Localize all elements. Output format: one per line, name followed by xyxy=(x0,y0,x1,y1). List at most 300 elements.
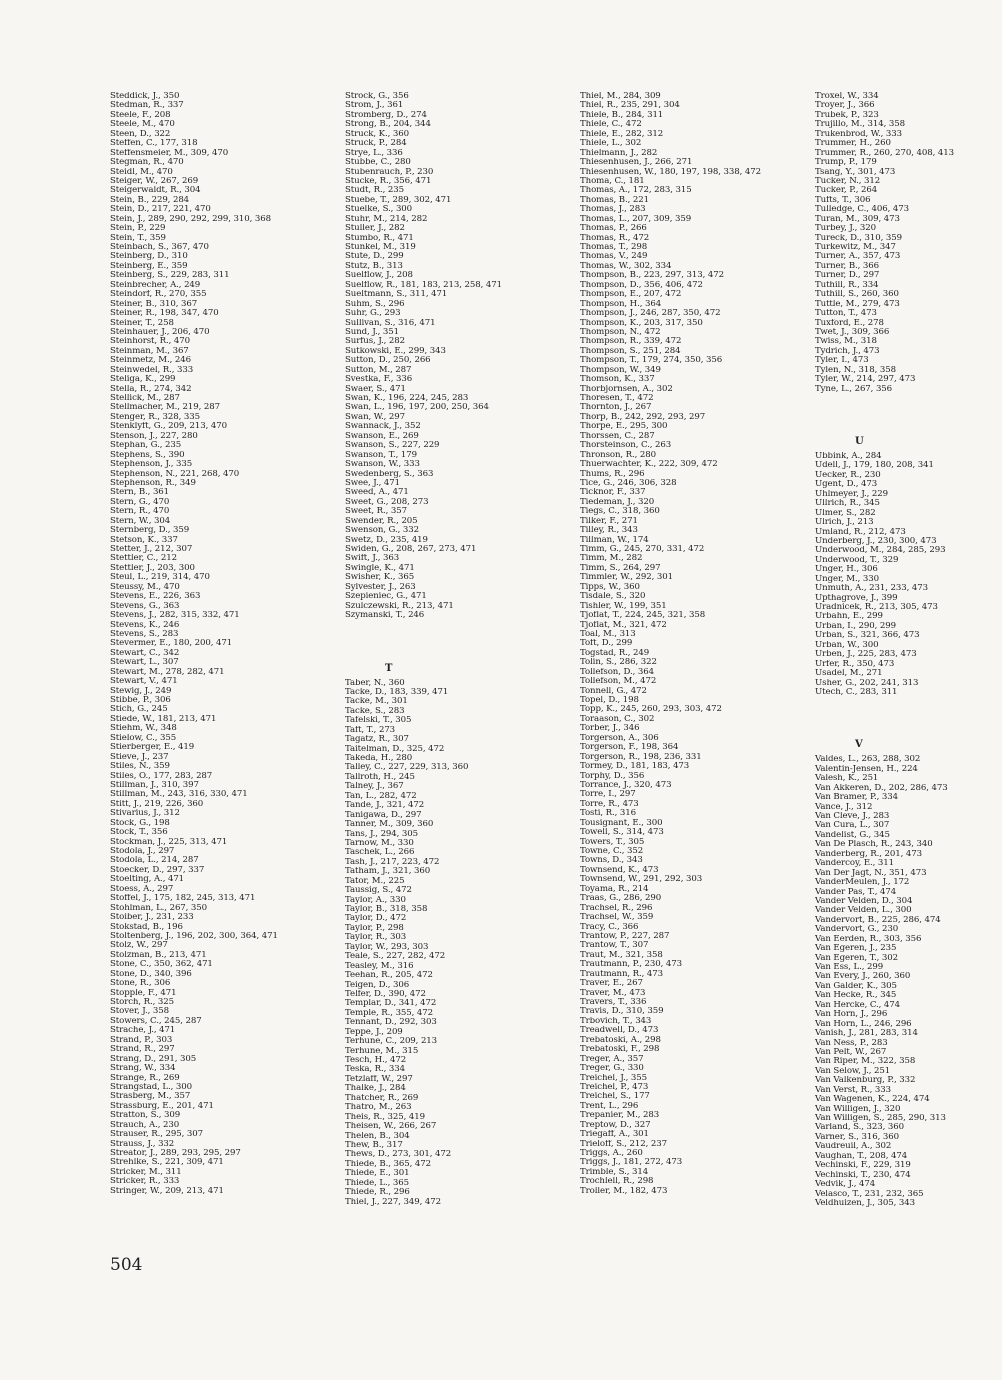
index-entry: Traver, E., 267 xyxy=(580,979,643,989)
index-entry: Stevens, K., 246 xyxy=(110,620,180,630)
index-entry: Underwood, M., 284, 285, 293 xyxy=(815,546,946,556)
index-entry: Strauser, R., 295, 307 xyxy=(110,1130,203,1140)
index-entry: Temple, R., 355, 472 xyxy=(345,1008,434,1018)
index-entry: Varland, S., 323, 360 xyxy=(815,1123,904,1133)
section-letter-heading: T xyxy=(385,662,393,674)
index-entry: Steidl, M., 470 xyxy=(110,167,173,177)
index-entry: Turkewitz, M., 347 xyxy=(815,243,896,252)
index-entry: Tjoflat, T., 224, 245, 321, 358 xyxy=(580,611,706,621)
index-entry: Tyler, I., 473 xyxy=(815,356,869,366)
index-entry: Stieve, J., 237 xyxy=(110,752,169,762)
index-entry: Tuxford, E., 278 xyxy=(815,318,884,328)
index-entry: Urfer, R., 350, 473 xyxy=(815,659,895,669)
index-entry: Trautmann, P., 230, 473 xyxy=(580,960,682,970)
index-entry: Thorsteinson, C., 263 xyxy=(580,441,672,451)
index-entry: Thatcher, R., 269 xyxy=(345,1093,419,1103)
index-entry: Talley, C., 227, 229, 313, 360 xyxy=(345,763,469,773)
index-entry: Stern, W., 304 xyxy=(110,516,171,526)
index-entry: Stitt, J., 219, 226, 360 xyxy=(110,799,204,809)
index-entry: Tutton, T., 473 xyxy=(815,309,877,319)
index-entry: Udell, J., 179, 180, 208, 341 xyxy=(815,461,934,471)
index-entry: Stevens, G., 363 xyxy=(110,601,180,611)
index-entry: Van Cura, L., 307 xyxy=(815,821,890,831)
index-entry: Tande, J., 321, 472 xyxy=(345,801,425,811)
index-entry: Thomson, K., 337 xyxy=(580,375,655,385)
index-entry: Van Valkenburg, P., 332 xyxy=(815,1076,916,1086)
index-entry: Swedenberg, S., 363 xyxy=(345,469,434,479)
index-entry: Strand, R., 297 xyxy=(110,1045,175,1055)
index-entry: Thiele, C., 472 xyxy=(580,120,642,130)
index-entry: Stewart, V., 471 xyxy=(110,677,178,687)
index-entry: Taylor, R., 303 xyxy=(345,933,407,943)
index-entry: Stolzman, B., 213, 471 xyxy=(110,950,207,960)
index-entry: Velasco, T., 231, 232, 365 xyxy=(815,1189,924,1199)
index-entry: Thornton, J., 267 xyxy=(580,403,652,413)
index-entry: Tan, L., 282, 472 xyxy=(345,791,417,801)
index-entry: Steul, L., 219, 314, 470 xyxy=(110,573,210,583)
index-entry: Tallroth, H., 245 xyxy=(345,772,415,782)
index-entry: Thomas, R., 472 xyxy=(580,233,650,243)
index-entry: Van Verst, R., 333 xyxy=(815,1085,892,1095)
index-entry: Vandercoy, E., 311 xyxy=(815,859,895,869)
index-entry: Strauch, A., 230 xyxy=(110,1120,180,1130)
index-entry: Tarnow, M., 330 xyxy=(345,838,414,848)
index-entry: Togstad, R., 249 xyxy=(580,648,650,658)
index-entry: Stuller, J., 282 xyxy=(345,224,405,234)
index-entry: Sutton, M., 287 xyxy=(345,365,412,375)
index-entry: Uhlmeyer, J., 229 xyxy=(815,489,889,499)
index-entry: Stellick, M., 287 xyxy=(110,394,180,403)
index-entry: Thompson, B., 223, 297, 313, 472 xyxy=(580,271,724,281)
index-entry: Steinbrecher, A., 249 xyxy=(110,280,201,290)
index-entry: Turner, D., 297 xyxy=(815,271,880,281)
index-entry: Steinbach, S., 367, 470 xyxy=(110,243,209,252)
index-entry: Teasley, M., 316 xyxy=(345,961,414,971)
index-entry: Vander Velden, L., 300 xyxy=(815,906,912,916)
index-entry: Takeda, H., 280 xyxy=(345,754,413,763)
index-entry: Stellmacher, M., 219, 287 xyxy=(110,403,221,413)
index-entry: Tyne, L., 267, 356 xyxy=(815,384,893,394)
index-entry: Thalke, J., 284 xyxy=(345,1084,406,1094)
index-entry: Trujillo, M., 314, 358 xyxy=(815,120,905,130)
index-entry: Thompson, E., 207, 472 xyxy=(580,290,682,300)
index-entry: Thompson, R., 339, 472 xyxy=(580,337,682,347)
index-entry: Stiehm, W., 348 xyxy=(110,724,177,734)
index-entry: Stoecker, D., 297, 337 xyxy=(110,865,205,875)
index-entry: Unmuth, A., 231, 233, 473 xyxy=(815,584,928,594)
index-entry: Tiedeman, J., 320 xyxy=(580,497,655,507)
index-entry: Trummer, H., 260 xyxy=(815,139,891,149)
index-entry: Taft, T., 273 xyxy=(345,725,396,735)
index-entry: Tash, J., 217, 223, 472 xyxy=(345,857,440,867)
index-entry: Thelen, B., 304 xyxy=(345,1131,410,1141)
index-entry: Urbahn, E., 299 xyxy=(815,612,883,622)
index-entry: Tjoflat, M., 321, 472 xyxy=(580,620,667,630)
section-letter-heading: V xyxy=(855,739,863,751)
index-entry: Ulrich, J., 213 xyxy=(815,518,874,528)
index-entry: Steussy, M., 470 xyxy=(110,582,180,592)
index-entry: Telfer, D., 390, 472 xyxy=(345,989,426,999)
index-entry: Veldhuizen, J., 305, 343 xyxy=(815,1198,916,1208)
index-entry: Strom, J., 361 xyxy=(345,101,404,111)
index-entry: Ullrich, R., 345 xyxy=(815,499,880,509)
index-entry: Van Der Jagt, N., 351, 473 xyxy=(815,868,927,878)
index-entry: Theisen, W., 266, 267 xyxy=(345,1122,437,1132)
index-entry: Tipps, W., 360 xyxy=(580,582,640,592)
index-entry: Steindorf, R., 270, 355 xyxy=(110,290,207,300)
index-entry: Van De Plasch, R., 243, 340 xyxy=(815,840,933,850)
index-entry: Stern, B., 361 xyxy=(110,488,170,498)
index-entry: Stone, C., 350, 362, 471 xyxy=(110,960,213,970)
index-entry: Thomas, T., 298 xyxy=(580,243,648,252)
index-entry: Thompson, K., 203, 317, 350 xyxy=(580,318,703,328)
index-entry: Swanson, T., 179 xyxy=(345,450,417,460)
index-entry: Terhune, M., 315 xyxy=(345,1046,419,1056)
index-entry: Tanner, M., 309, 360 xyxy=(345,820,434,830)
page-number: 504 xyxy=(110,1255,143,1275)
index-entry: Sund, J., 351 xyxy=(345,327,399,337)
index-entry: Stunkel, M., 319 xyxy=(345,243,416,252)
index-entry: Steinhorst, R., 470 xyxy=(110,337,191,347)
index-entry: Taussig, S., 472 xyxy=(345,886,412,896)
index-entry: Tulledge, C., 406, 473 xyxy=(815,205,909,215)
index-entry: Trantow, P., 227, 287 xyxy=(580,931,670,941)
index-entry: Stiede, W., 181, 213, 471 xyxy=(110,714,217,724)
index-entry: Thorbjornsen, A., 302 xyxy=(580,384,673,394)
index-entry: Thiesenhusen, W., 180, 197, 198, 338, 472 xyxy=(580,167,761,177)
index-entry: Trummer, R., 260, 270, 408, 413 xyxy=(815,148,954,158)
index-entry: Steinberg, E., 359 xyxy=(110,261,188,271)
index-entry: Steiger, W., 267, 269 xyxy=(110,176,199,186)
index-column-4 xyxy=(815,92,1002,1208)
index-entry: Torre, R., 473 xyxy=(580,799,639,809)
index-entry: Thew, B., 317 xyxy=(345,1140,403,1150)
index-entry: Swan, L., 196, 197, 200, 250, 364 xyxy=(345,403,489,413)
index-entry: Stein, B., 229, 284 xyxy=(110,195,190,205)
index-entry: Tousignant, E., 300 xyxy=(580,818,663,828)
index-entry: Toyama, R., 214 xyxy=(580,884,649,894)
index-entry: Stillman, M., 243, 316, 330, 471 xyxy=(110,790,248,800)
index-entry: Steinberg, S., 229, 283, 311 xyxy=(110,271,230,281)
index-entry: Stock, G., 198 xyxy=(110,818,170,828)
index-entry: Torre, I., 297 xyxy=(580,790,636,800)
index-entry: Tatham, J., 321, 360 xyxy=(345,867,431,877)
index-entry: Vandervort, G., 230 xyxy=(815,925,899,935)
index-entry: Tisdale, S., 320 xyxy=(580,592,646,602)
index-entry: Timm, M., 282 xyxy=(580,554,643,564)
index-entry: Thomas, J., 283 xyxy=(580,205,646,215)
index-entry: Teehan, R., 205, 472 xyxy=(345,971,433,981)
index-entry: Strauss, J., 332 xyxy=(110,1139,175,1149)
index-entry: Ugent, D., 473 xyxy=(815,480,878,490)
index-entry: Tuttle, M., 279, 473 xyxy=(815,299,900,309)
index-entry: Stibbe, P., 306 xyxy=(110,696,171,705)
index-entry: Traut, M., 321, 358 xyxy=(580,950,663,960)
index-entry: Stodola, L., 214, 287 xyxy=(110,856,199,866)
index-entry: Strock, G., 356 xyxy=(345,92,409,101)
index-entry: Stockman, J., 225, 313, 471 xyxy=(110,837,228,847)
index-entry: Taber, N., 360 xyxy=(345,678,405,688)
index-entry: Vedvik, J., 474 xyxy=(815,1180,876,1190)
index-entry: Stowers, C., 245, 287 xyxy=(110,1016,202,1026)
index-entry: Sylvester, J., 263 xyxy=(345,582,416,592)
index-entry: Steffensmeier, M., 309, 470 xyxy=(110,148,229,158)
index-entry: Streator, J., 289, 293, 295, 297 xyxy=(110,1149,241,1158)
index-entry: Templar, D., 341, 472 xyxy=(345,999,437,1009)
index-entry: Towns, D., 343 xyxy=(580,856,643,866)
index-entry: Troller, M., 182, 473 xyxy=(580,1186,668,1196)
index-entry: Thomas, V., 249 xyxy=(580,252,648,262)
index-entry: Stein, T., 359 xyxy=(110,233,166,243)
index-entry: Twet, J., 309, 366 xyxy=(815,327,890,337)
index-entry: Steiner, R., 198, 347, 470 xyxy=(110,309,219,319)
index-entry: Thoma, C., 181 xyxy=(580,176,645,186)
index-entry: Torphy, D., 356 xyxy=(580,771,645,781)
index-entry: Turner, B., 366 xyxy=(815,261,880,271)
index-entry: Thoresen, T., 472 xyxy=(580,394,654,403)
index-entry: Taylor, P., 298 xyxy=(345,923,404,933)
index-entry: Van Cleve, J., 283 xyxy=(815,812,890,821)
index-entry: Tillman, W., 174 xyxy=(580,535,649,545)
index-entry: Stiles, N., 359 xyxy=(110,762,170,772)
index-entry: Van Hecke, R., 345 xyxy=(815,991,897,1001)
index-entry: Thielmann, J., 282 xyxy=(580,148,658,158)
index-entry: Thronson, R., 280 xyxy=(580,450,657,460)
index-entry: Towers, T., 305 xyxy=(580,837,645,847)
index-entry: Towell, S., 314, 473 xyxy=(580,828,664,838)
index-entry: Vandelist, G., 345 xyxy=(815,830,890,840)
index-entry: Thatro, M., 263 xyxy=(345,1103,412,1113)
index-entry: Stierberger, E., 419 xyxy=(110,743,195,753)
index-entry: Ticknor, F., 337 xyxy=(580,488,646,498)
index-entry: Tacke, S., 283 xyxy=(345,706,405,716)
index-entry: Stetson, K., 337 xyxy=(110,535,178,545)
index-entry: Tydrich, J., 473 xyxy=(815,346,880,356)
index-entry: Tonnell, G., 472 xyxy=(580,686,647,696)
index-entry: Swiden, G., 208, 267, 273, 471 xyxy=(345,545,477,554)
index-entry: Steinman, M., 367 xyxy=(110,346,189,356)
index-entry: Steliga, K., 299 xyxy=(110,375,176,385)
index-entry: Thiede, R., 296 xyxy=(345,1188,410,1198)
index-entry: VanderMeulen, J., 172 xyxy=(815,878,910,888)
index-entry: Storch, R., 325 xyxy=(110,998,175,1007)
index-entry: Stoffel, J., 175, 182, 245, 313, 471 xyxy=(110,894,256,904)
index-entry: Thompson, H., 364 xyxy=(580,299,662,309)
index-entry: Thiede, L., 365 xyxy=(345,1178,409,1188)
index-entry: Stenklyft, G., 209, 213, 470 xyxy=(110,422,227,432)
index-entry: Strang, W., 334 xyxy=(110,1064,176,1074)
index-entry: Tans, J., 294, 305 xyxy=(345,829,419,839)
index-entry: Stewart, M., 278, 282, 471 xyxy=(110,667,225,677)
index-entry: Tesch, H., 472 xyxy=(345,1056,407,1065)
index-entry: Sutton, D., 250, 266 xyxy=(345,356,431,366)
index-entry: Twiss, M., 318 xyxy=(815,337,877,347)
index-entry: Stringer, W., 209, 213, 471 xyxy=(110,1186,224,1196)
index-entry: Strasberg, M., 357 xyxy=(110,1092,191,1102)
index-entry: Troyer, J., 366 xyxy=(815,101,875,111)
index-entry: Thiede, E., 301 xyxy=(345,1169,410,1179)
index-entry: Steddick, J., 350 xyxy=(110,92,180,101)
index-entry: Stillman, J., 310, 397 xyxy=(110,780,199,790)
index-entry: Studt, R., 235 xyxy=(345,186,404,196)
index-entry: Szulczewski, R., 213, 471 xyxy=(345,601,454,611)
index-entry: Trachsel, R., 296 xyxy=(580,903,653,913)
index-entry: Tacke, D., 183, 339, 471 xyxy=(345,687,449,697)
index-entry: Toft, D., 299 xyxy=(580,639,633,649)
index-entry: Stielow, C., 355 xyxy=(110,733,177,743)
index-entry: Struck, K., 360 xyxy=(345,129,409,139)
index-entry: Thomas, P., 266 xyxy=(580,224,647,234)
index-entry: Van Ess, L., 299 xyxy=(815,963,884,972)
index-entry: Swannack, J., 352 xyxy=(345,422,421,432)
index-entry: Sutkowski, E., 299, 343 xyxy=(345,346,446,356)
index-entry: Van Willigen, J., 320 xyxy=(815,1104,901,1114)
index-entry: Sternberg, D., 359 xyxy=(110,526,190,536)
index-entry: Tanigawa, D., 297 xyxy=(345,810,422,820)
index-entry: Trebatoski, F., 298 xyxy=(580,1045,660,1055)
index-entry: Trachsel, W., 359 xyxy=(580,913,654,923)
index-entry: Toraason, C., 302 xyxy=(580,714,655,724)
index-entry: Treptow, D., 327 xyxy=(580,1120,651,1130)
index-entry: Stone, R., 306 xyxy=(110,979,171,989)
index-entry: Umland, R., 212, 473 xyxy=(815,527,906,537)
index-entry: Steele, M., 470 xyxy=(110,120,175,130)
index-entry: Stephenson, N., 221, 268, 470 xyxy=(110,469,240,479)
index-entry: Torgerson, F., 198, 364 xyxy=(580,743,679,753)
index-entry: Utech, C., 283, 311 xyxy=(815,687,898,697)
index-entry: Teigen, D., 306 xyxy=(345,980,410,990)
section-spacer xyxy=(815,394,1002,432)
index-entry: Uradnicek, R., 213, 305, 473 xyxy=(815,603,938,612)
index-entry: Strange, R., 269 xyxy=(110,1073,180,1083)
index-entry: Swanson, E., 269 xyxy=(345,431,419,441)
index-entry: Treger, A., 357 xyxy=(580,1054,644,1064)
index-entry: Swan, K., 196, 224, 245, 283 xyxy=(345,394,469,403)
index-entry: Tilley, R., 343 xyxy=(580,526,638,536)
index-entry: Stettler, J., 203, 300 xyxy=(110,563,195,573)
index-entry: Stein, P., 229 xyxy=(110,224,166,234)
index-entry: Varner, S., 316, 360 xyxy=(815,1132,899,1142)
index-entry: Travers, T., 336 xyxy=(580,998,647,1007)
index-entry: Strye, L., 336 xyxy=(345,148,403,158)
index-entry: Swender, R., 205 xyxy=(345,516,418,526)
index-entry: Thuerwachter, K., 222, 309, 472 xyxy=(580,460,718,470)
index-entry: Sullivan, S., 316, 471 xyxy=(345,318,436,328)
index-entry: Vandervort, B., 225, 286, 474 xyxy=(815,915,941,925)
index-entry: Steinberg, D., 310 xyxy=(110,252,188,262)
index-entry: Stoltenberg, J., 196, 202, 300, 364, 471 xyxy=(110,931,278,941)
index-entry: Sweet, G., 208, 273 xyxy=(345,497,429,507)
index-entry: Stuhr, M., 214, 282 xyxy=(345,214,428,224)
index-entry: Stoess, A., 297 xyxy=(110,884,174,894)
index-entry: Traver, M., 473 xyxy=(580,988,646,998)
index-entry: Stevermer, E., 180, 200, 471 xyxy=(110,639,233,649)
index-entry: Svestka, F., 336 xyxy=(345,375,413,385)
index-entry: Trochlell, R., 298 xyxy=(580,1177,654,1187)
index-entry: Suhm, S., 296 xyxy=(345,299,405,309)
index-entry: Valentin-Jensen, H., 224 xyxy=(815,764,918,774)
index-entry: Vander Velden, D., 304 xyxy=(815,896,913,906)
index-entry: Tilker, F., 271 xyxy=(580,516,638,526)
index-entry: Stricker, R., 333 xyxy=(110,1177,180,1187)
index-entry: Szymanski, T., 246 xyxy=(345,611,425,621)
index-entry: Van Akkeren, D., 202, 286, 473 xyxy=(815,783,948,793)
index-entry: Thompson, S., 251, 284 xyxy=(580,346,681,356)
index-entry: Vaudreuil, A., 302 xyxy=(815,1142,892,1152)
index-entry: Stevens, J., 282, 315, 332, 471 xyxy=(110,611,240,621)
index-entry: Steffen, C., 177, 318 xyxy=(110,139,198,149)
index-entry: Trepanier, M., 283 xyxy=(580,1111,660,1121)
index-entry: Tucker, P., 264 xyxy=(815,186,878,196)
index-entry: Taylor, B., 318, 358 xyxy=(345,905,428,914)
index-column-2 xyxy=(345,92,575,1207)
index-entry: Stewart, L., 307 xyxy=(110,658,179,668)
index-entry: Stevens, E., 226, 363 xyxy=(110,592,201,602)
index-entry: Swenson, G., 332 xyxy=(345,526,420,536)
index-entry: Thompson, T., 179, 274, 350, 356 xyxy=(580,356,723,366)
index-entry: Stella, R., 274, 342 xyxy=(110,384,192,394)
index-entry: Steen, D., 322 xyxy=(110,129,171,139)
index-entry: Van Horn, L., 246, 296 xyxy=(815,1019,912,1029)
index-entry: Treichel, P., 473 xyxy=(580,1082,649,1092)
index-entry: Swan, W., 297 xyxy=(345,412,405,422)
index-entry: Thorssen, C., 287 xyxy=(580,431,655,441)
index-entry: Underwood, T., 329 xyxy=(815,555,899,565)
index-entry: Stedman, R., 337 xyxy=(110,101,184,111)
index-entry: Tollefson, M., 472 xyxy=(580,677,657,687)
index-entry: Tator, M., 225 xyxy=(345,876,405,886)
index-entry: Van Horn, J., 296 xyxy=(815,1010,888,1020)
index-entry: Thiel, M., 284, 309 xyxy=(580,92,661,101)
index-entry: Tucker, N., 312 xyxy=(815,176,881,186)
index-entry: Taylor, W., 293, 303 xyxy=(345,942,429,952)
index-entry: Ulmer, S., 282 xyxy=(815,508,876,518)
index-entry: Strassburg, E., 201, 471 xyxy=(110,1101,214,1111)
index-entry: Treichel, S., 177 xyxy=(580,1092,650,1102)
index-entry: Stock, T., 356 xyxy=(110,828,168,838)
index-entry: Tennant, D., 292, 303 xyxy=(345,1018,437,1028)
index-entry: Steele, F., 208 xyxy=(110,110,171,120)
index-entry: Valdes, L., 263, 288, 302 xyxy=(815,755,921,765)
index-entry: Tagatz, R., 307 xyxy=(345,735,409,745)
index-entry: Trent, L., 296 xyxy=(580,1101,639,1111)
index-entry: Stewart, C., 342 xyxy=(110,648,180,658)
index-entry: Tice, G., 246, 306, 328 xyxy=(580,478,677,488)
index-entry: Urben, J., 225, 283, 473 xyxy=(815,650,917,660)
index-entry: Stohlman, L., 267, 350 xyxy=(110,903,208,913)
index-entry: Unger, M., 330 xyxy=(815,574,879,584)
index-entry: Usher, G., 202, 241, 313 xyxy=(815,678,919,688)
index-entry: Stute, D., 299 xyxy=(345,252,404,262)
index-entry: Szepieniec, G., 471 xyxy=(345,592,427,602)
index-entry: Stephenson, J., 335 xyxy=(110,460,193,470)
index-entry: Thomas, A., 172, 283, 315 xyxy=(580,186,692,196)
section-spacer xyxy=(815,697,1002,735)
index-entry: Stettler, C., 212 xyxy=(110,554,177,564)
index-entry: Vaughan, T., 208, 474 xyxy=(815,1151,908,1161)
index-entry: Tolin, S., 286, 322 xyxy=(580,658,657,668)
index-entry: Stopple, F., 471 xyxy=(110,988,177,998)
index-entry: Upthagrove, J., 399 xyxy=(815,593,898,603)
index-entry: Steinmetz, M., 246 xyxy=(110,356,191,366)
index-entry: Stevens, S., 283 xyxy=(110,629,179,639)
index-entry: Turan, M., 309, 473 xyxy=(815,214,900,224)
index-entry: Stetter, J., 212, 307 xyxy=(110,545,193,554)
index-entry: Stegman, R., 470 xyxy=(110,158,184,168)
index-entry: Stich, G., 245 xyxy=(110,705,168,715)
index-entry: Thorp, B., 242, 292, 293, 297 xyxy=(580,412,706,422)
index-entry: Trantow, T., 307 xyxy=(580,941,649,951)
